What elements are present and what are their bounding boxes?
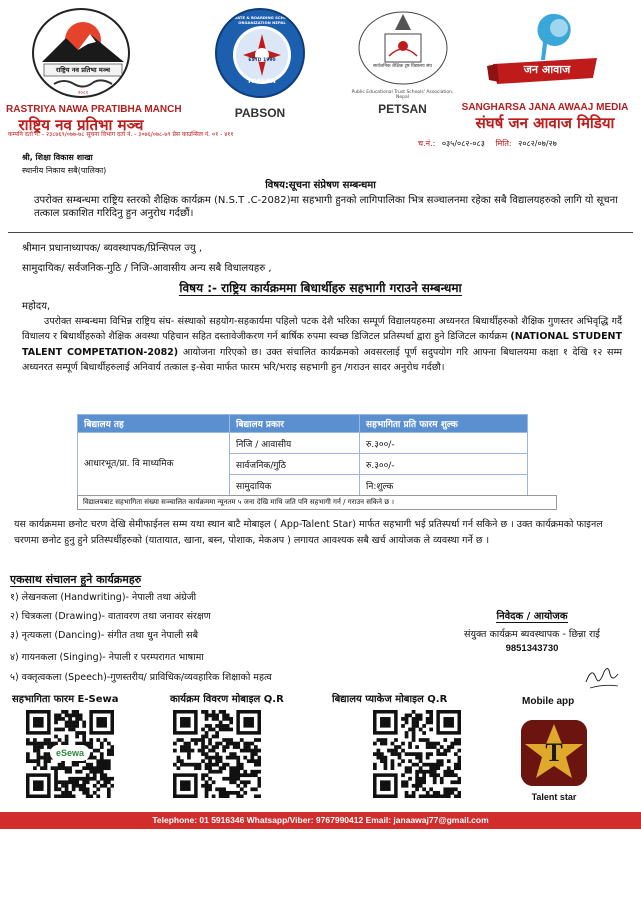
esewa-qr-code[interactable] [26,710,114,802]
org-rastriya-nawa-pratibha [6,8,182,135]
letter-subject [0,279,641,296]
table-row [78,433,528,454]
date-label: मिति: [495,139,512,148]
ref-label: च.नं.: [418,139,436,148]
fee-level-cell: आधारभूत/प्रा. वि माध्यमिक [78,433,230,496]
fee-amount-cell: रु.३००/- [360,454,528,475]
notice-body: उपरोक्त सम्बन्धमा राष्ट्रिय स्तरको शैक्षिक कार्यक्रम (N.S.T .C-2082)मा सहभागी हुनको लागिपालिका भित्र सञ्चालनमा रहेका सबै विद्यालयहरुको लागि यो सूचना तत्काल प्रकाशित गरिदिनु हुन अनुरोध गर्दछौं। [34,195,618,219]
jana-awaaj-logo [485,8,605,96]
recipient-line-1: श्री, शिक्षा विकास शाखा [22,153,93,162]
qr-label-esewa: सहभागिता फारम E-Sewa [12,694,119,705]
divider [8,232,633,233]
activity-item: ४) गायनकला (Singing)- नेपाली र परम्परागत भाषामा [10,652,204,663]
activity-item: १) लेखनकला (Handwriting)- नेपाली तथा अंग्रेजी [10,592,197,603]
fee-type-cell: सामुदायिक [230,475,360,496]
jana-awaaj-name-np: संघर्ष जन आवाज मिडिया [475,114,615,132]
jana-awaaj-banner: जन आवाज [523,63,571,76]
fee-type-cell: सार्वजनिक/गुठि [230,454,360,475]
jana-awaaj-name-en: SANGHARSA JANA AWAAJ MEDIA [461,102,629,113]
qr-label-program: कार्यक्रम विवरण मोबाइल Q.R [170,694,284,705]
paragraph-1-a: उपरोक्त सम्बन्धमा विभिन्न राष्ट्रिय संघ- संस्थाको सहयोग-सहकार्यमा पहिलो पटक देशै भरिका सम्पूर्ण विद्यालयहरुमा अध्यनरत बिधार्थीहरुको शैक्षिक गुणस्तर अभिवृद्धि गर्दै विधालय र बिधार्थीहरुको शैक्षिक अवस्था पहिचान सहित दस्तावेजीकरण गर्न बार्षिक रुपमा स्वच्छ डिजिटल प्रतिस्पर्धा द्वारा हुने डिजिटल कार्यक्रम [22,316,622,343]
program-qr-code[interactable] [173,710,261,802]
petsan-emblem [355,8,451,88]
talent-star-app-icon[interactable] [521,720,587,786]
paragraph-1-bold: (NATIONAL STUDENT TALENT COMPETATION-2082) [22,331,622,358]
activity-item: ३) नृत्यकला (Dancing)- संगीत तथा धुन नेपाली सबै [10,630,199,641]
rnpm-logo-text: राष्ट्रिय नव प्रतिभा मञ्च [55,66,111,74]
paragraph-1 [22,314,622,375]
organizer-phone: 9851343730 [505,643,559,654]
organizer-heading: निवेदक / आयोजक [496,608,567,623]
signature [582,662,622,692]
petsan-small: Public Educational Trust Schools' Association, Nepal [351,90,454,100]
addressee-line-1: श्रीमान प्रधानाध्यापक/ ब्यवस्थापक/प्रिन्सिपल ज्यु , [22,243,203,254]
pabson-logo [215,8,305,98]
org-petsan [350,8,455,116]
recipient-line-2: स्थानीय निकाय सबै(पालिका) [22,166,107,175]
activity-item: २) चित्रकला (Drawing)- वातावरण तथा जनावर संरक्षण [10,611,211,622]
app-icon-letter: T [545,738,563,767]
fee-amount-cell: नि:शुल्क [360,475,528,496]
esewa-text: eSewa [55,748,85,758]
rnpm-name-en: RASTRIYA NAWA PRATIBHA MANCH [6,104,182,115]
petsan-name: PETSAN [378,102,427,116]
reference-and-date [418,138,557,149]
pabson-logo-est: ESTD 1990 [248,58,276,63]
mobile-app-label: Mobile app [522,696,575,707]
esewa-badge [50,745,90,761]
fee-header-type: बिद्यालय प्रकार [230,415,360,433]
date-value: २०८२/०७/२७ [518,139,557,148]
paragraph-2: यस कार्यक्रममा छनोट चरण देखि सेमीफाईनल सम्म यथा स्थान बाटै मोबाइल ( App-Talent Star) मार्फत सहभागी भई प्रतिस्पर्धा गर्न सकिने छ । उक्त कार्यक्रमको फाइनल चरणमा छनोट हुनु हुने प्रतिस्पर्धीहरुको (यातायात, खाना, बस्न, पोशाक, मेकअप ) लगायत आवश्यक सबै खर्च आयोजक ले व्यवस्था गर्ने छ । [14,519,603,546]
org-pabson [210,8,310,120]
fee-header-level: बिद्यालय तह [78,415,230,433]
footer-contact: Telephone: 01 5916346 Whatsapp/Viber: 9767990412 Email: janaawaj77@gmail.com [0,812,641,829]
fee-table [77,414,528,496]
organizer-block [447,608,617,654]
registration-line: कम्पनि दर्ता नं. - २३८७६९/०७७-७८ सूचना विभाग दर्ता नं. - ३०७६/०७८-७९ प्रेस काउन्सिल नं. ०१ - ४११ [8,131,234,138]
activities-title [10,572,141,587]
package-qr-code[interactable] [373,710,461,802]
pabson-name: PABSON [234,106,286,120]
pabson-logo-inner: PABSON [248,78,276,85]
pabson-ring-text: PRIVATE & BOARDING SCHOOLS' ORGANIZATION NEPAL [227,15,297,25]
letter-subject-text: विषय :- राष्ट्रिय कार्यक्रममा बिधार्थीहरु सहभागी गराउने सम्बन्धमा [179,281,462,295]
ref-value: ०३५/०८२-०८३ [441,139,485,148]
fee-table-note: विद्यालयबाट सहभागिता संख्या सञ्चालित कार्यक्रममा न्यूनतम ५ जना देखि माथि जति पनि सहभागी गर्न / गराउन सकिने छ । [77,495,557,510]
fee-header-fee: सहभागिता प्रति फारम शुल्क [360,415,528,433]
rnpm-name-np: राष्ट्रिय नव प्रतिभा मञ्च [18,116,144,134]
addressee-line-2: सामुदायिक/ सर्वजनिक-गुठि / निजि-आवासीय अन्य सबै विधालयहरु , [22,263,272,274]
org-sangharsa-jana-awaaj [455,8,635,133]
petsan-emblem-text: सार्वजनिक शैक्षिक ट्रष्ट विद्यालय संघ [373,64,432,69]
activities-title-text: एकसाथ संचालन हुने कार्यक्रमहरु [10,573,142,586]
app-name: Talent star [531,792,577,802]
organizer-name: संयुक्त कार्यक्रम ब्यवस्थापक - छिन्ना राई [464,629,600,640]
rnpm-logo-year: २०८१ [77,90,89,96]
fee-amount-cell: रु.३००/- [360,433,528,454]
qr-label-package: बिद्यालय प्याकेज मोबाइल Q.R [332,694,448,705]
paragraph-1-b: आयोजना गरिएको छ। उक्त संचालित कार्यक्रमको अवसरलाई पूर्ण सदुपयोग गरि आफ्ना बिधालयमा कक्षा १ देखि १२ सम्म अध्यनरत सम्पूर्ण बिधार्थीहरुलाई अनिवार्य तत्काल इ-सेवा मार्फत फारम भरि/भराइ सहभागी हुन /गराउन सादर अनुरोध गर्दछौ। [22,346,622,373]
activity-item: ५) वक्तृत्वकला (Speech)-गुणस्तरीय/ प्राविधिक/व्यवहारिक शिक्षाको महत्व [10,672,272,683]
greeting: महोदय, [22,301,51,312]
notice-subject: विषय:सूचना संप्रेषण सम्बन्धमा [265,180,376,191]
fee-type-cell: निजि / आवासीय [230,433,360,454]
rnpm-logo [32,8,130,98]
